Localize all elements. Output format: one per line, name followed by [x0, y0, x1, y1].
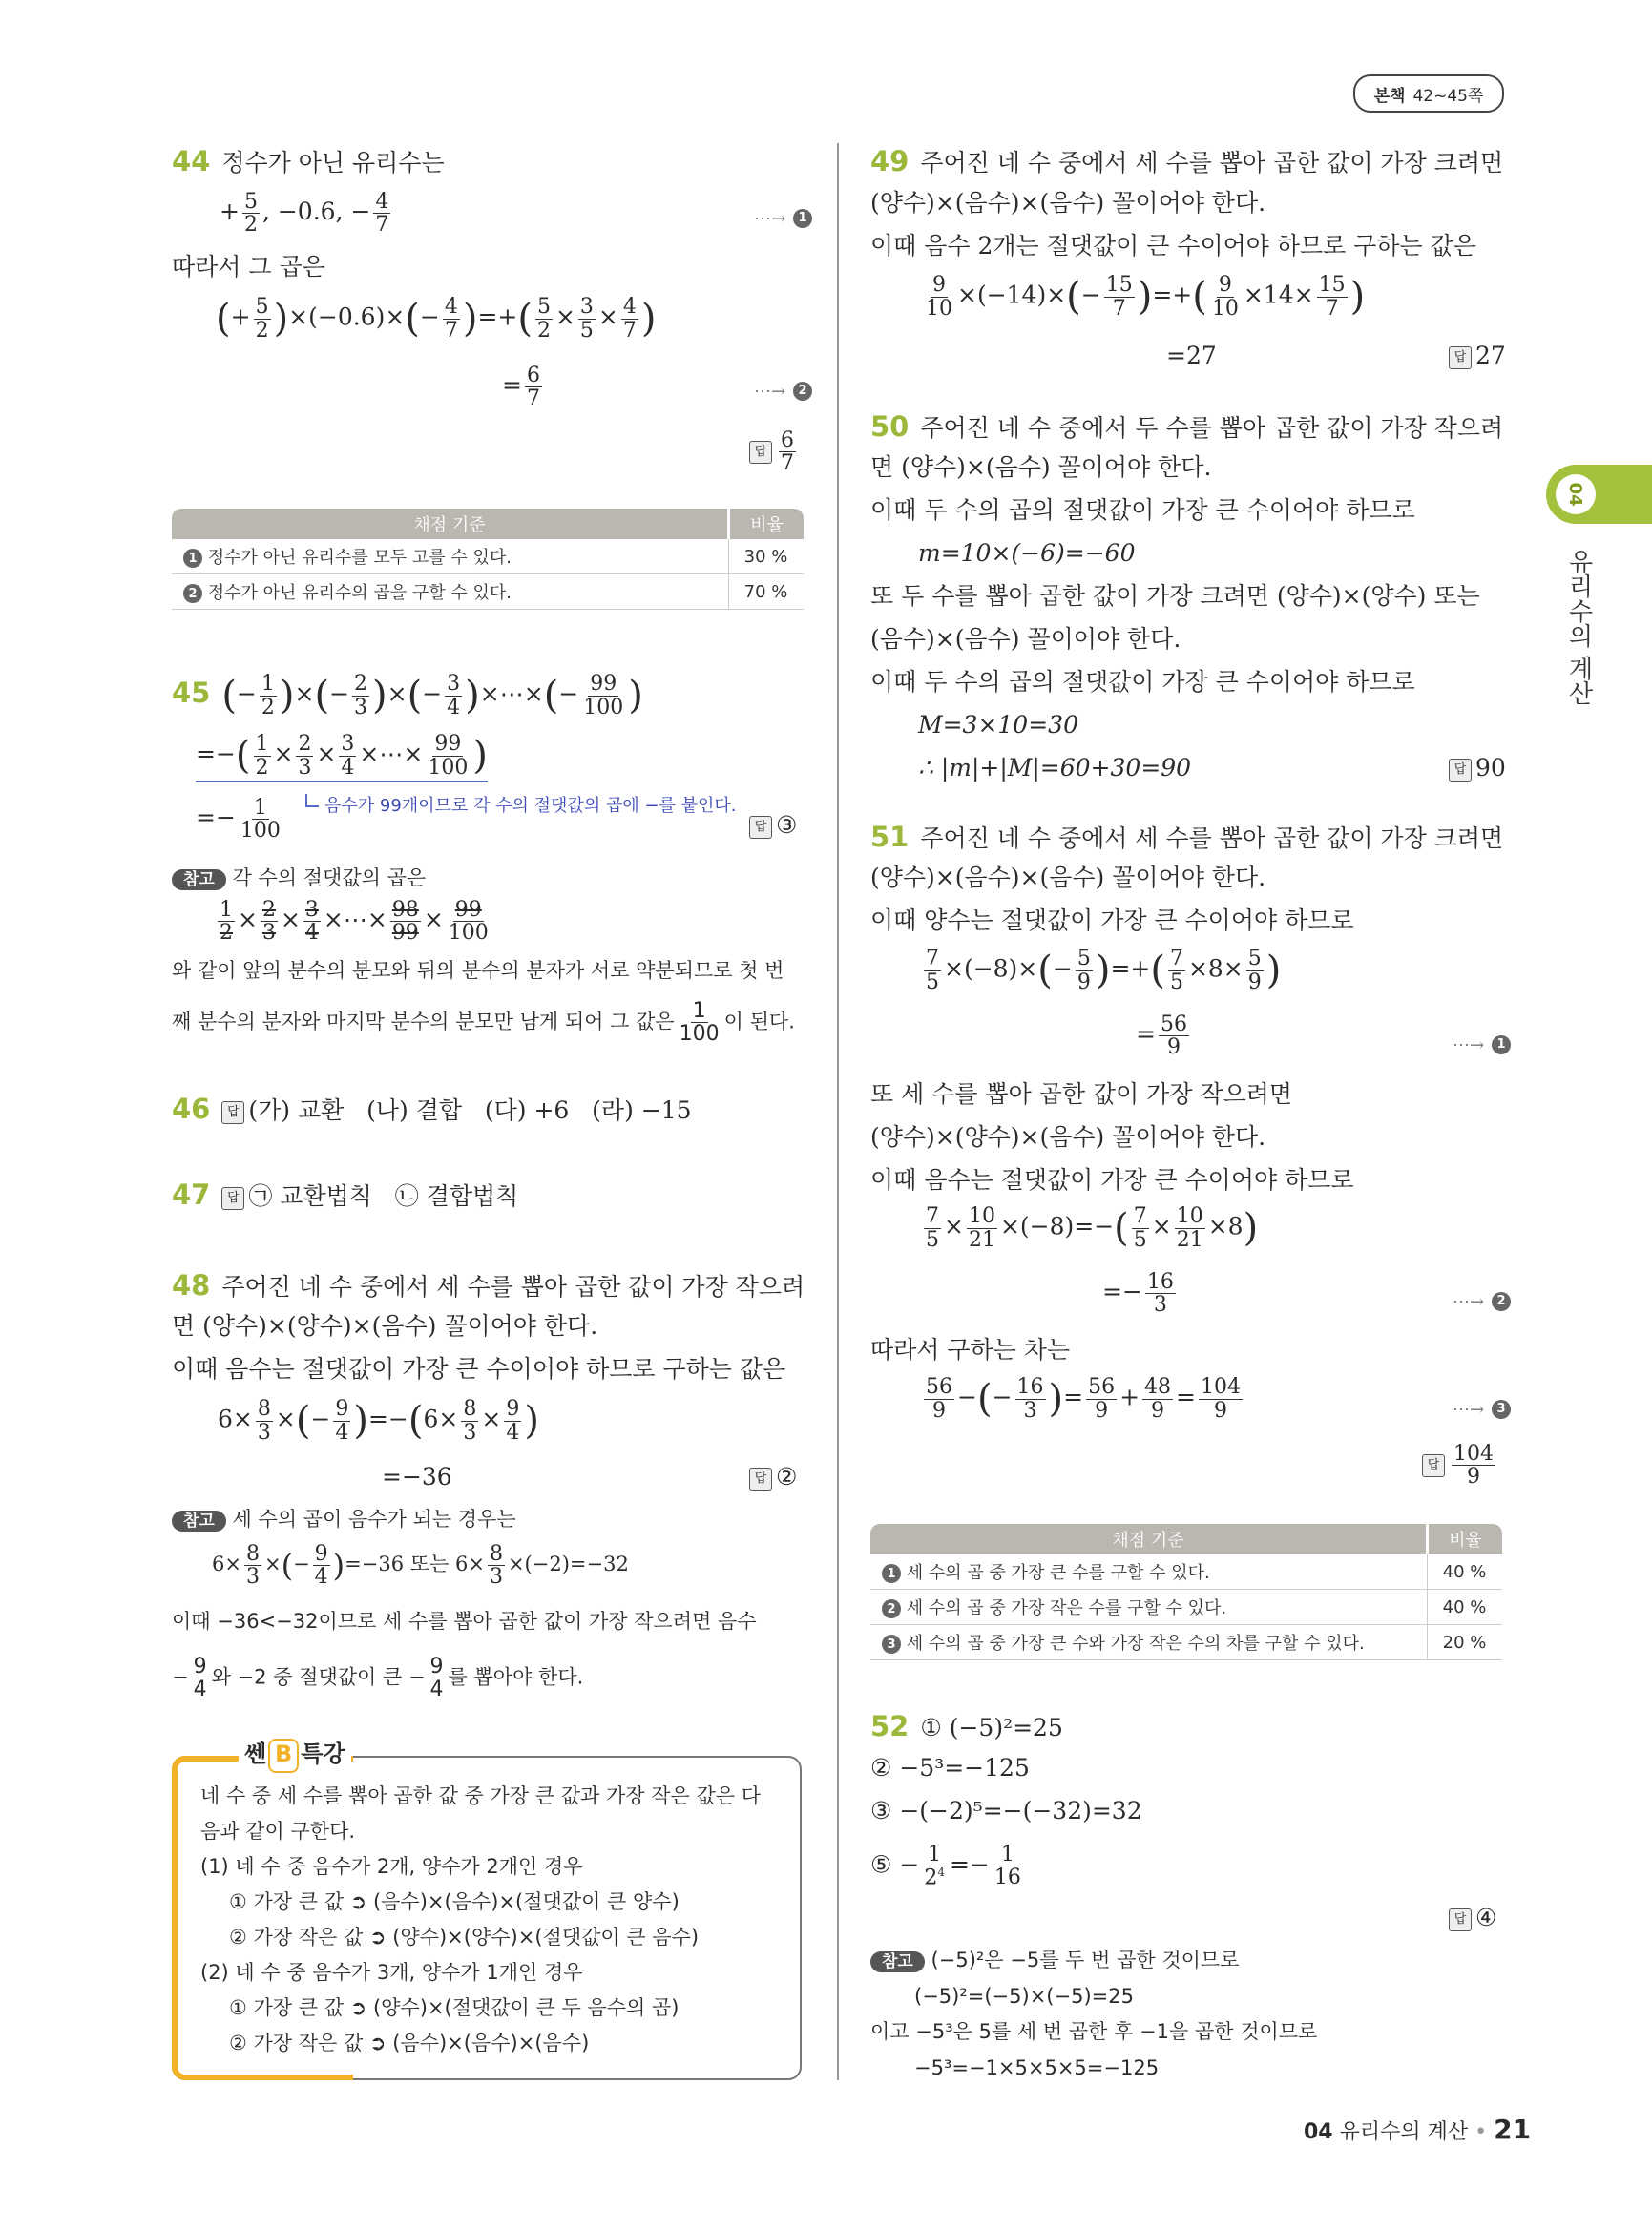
- problem-44-line1: 44 정수가 아닌 유리수는: [172, 145, 445, 177]
- problem-45-ref-line2: 와 같이 앞의 분수의 분모와 뒤의 분수의 분자가 서로 약분되므로 첫 번: [172, 959, 784, 982]
- answer-icon: 답: [221, 1187, 244, 1210]
- problem-46: 46 답 (가) 교환 (나) 결합 (다) +6 (라) −15: [172, 1093, 692, 1125]
- problem-48-result: =−36: [382, 1463, 452, 1491]
- step-marker-1: ⋯→ 1: [1453, 1029, 1511, 1057]
- grading-table-51: 채점 기준 비율 1 세 수의 곱 중 가장 큰 수를 구할 수 있다. 40 % 2 세 수의 곱 중 가장 작은 수를 구할 수 있다. 40 % 3 세 수의 곱 중 가장 큰 수와 가장 작은 수의 차를 구할 수 있다. 20 %: [870, 1524, 1502, 1660]
- step-marker-2: ⋯→ 2: [754, 375, 812, 404]
- problem-51-eq3: $\frac{56}{9}$ −(− $\frac{16}{3}$ )= $\frac{56}{9}$ + $\frac{48}{9}$ = $\frac{104}{9}$: [926, 1375, 1241, 1423]
- problem-50-line6: (음수)×(음수) 꼴이어야 한다.: [870, 625, 1181, 653]
- problem-50-line2: 면 (양수)×(음수) 꼴이어야 한다.: [870, 453, 1212, 481]
- problem-48-ref-line2: 이때 −36<−32이므로 세 수를 뽑아 곱한 값이 가장 작으려면 음수: [172, 1610, 757, 1633]
- grading-table-44: 채점 기준 비율 1 정수가 아닌 유리수를 모두 고를 수 있다. 30 % 2 정수가 아닌 유리수의 곱을 구할 수 있다. 70 %: [172, 509, 804, 610]
- problem-50-line8: M=3×10=30: [918, 711, 1078, 739]
- problem-49-equation: $\frac{9}{10}$ ×(−14)×(− $\frac{15}{7}$ )=+( $\frac{9}{10}$ ×14× $\frac{15}{7}$ ): [926, 273, 1366, 321]
- answer-icon: 답: [221, 1101, 244, 1124]
- problem-51-eq2: $\frac{7}{5}$ × $\frac{10}{21}$ ×(−8)=−( $\frac{7}{5}$ × $\frac{10}{21}$ ×8): [926, 1204, 1259, 1252]
- problem-45-ref: 참고 각 수의 절댓값의 곱은: [172, 866, 426, 890]
- problem-45-step2: =−( $\frac{1}{2}$ × $\frac{2}{3}$ × $\frac{3}{4}$ ×⋯× $\frac{99}{100}$ ): [196, 733, 488, 782]
- problem-49-answer: 답 27: [1449, 342, 1506, 370]
- problem-51-line6: 이때 음수는 절댓값이 가장 큰 수이어야 하므로: [870, 1166, 1354, 1194]
- problem-51-eq1: $\frac{7}{5}$ ×(−8)×(− $\frac{5}{9}$ )=+( $\frac{7}{5}$ ×8× $\frac{5}{9}$ ): [926, 947, 1282, 994]
- problem-48-line1: 48 주어진 네 수 중에서 세 수를 뽑아 곱한 값이 가장 작으려: [172, 1269, 805, 1302]
- page-footer: 04 유리수의 계산 • 21: [1304, 2114, 1532, 2145]
- table-row: 3 세 수의 곱 중 가장 큰 수와 가장 작은 수의 차를 구할 수 있다. 20 %: [870, 1625, 1502, 1660]
- step-marker-3: ⋯→ 3: [1453, 1393, 1511, 1422]
- problem-52-line2: ② −5³=−125: [870, 1754, 1030, 1782]
- special-line: ① 가장 큰 값 ➲ (음수)×(음수)×(절댓값이 큰 양수): [229, 1890, 680, 1913]
- special-line: ① 가장 큰 값 ➲ (양수)×(절댓값이 큰 두 음수의 곱): [229, 1996, 680, 2019]
- problem-48-line3: 이때 음수는 절댓값이 가장 큰 수이어야 하므로 구하는 값은: [172, 1355, 786, 1383]
- problem-52-ref-line4: −5³=−1×5×5×5=−125: [914, 2056, 1160, 2079]
- problem-48-ref: 참고 세 수의 곱이 음수가 되는 경우는: [172, 1508, 516, 1532]
- special-line: ② 가장 작은 값 ➲ (양수)×(양수)×(절댓값이 큰 음수): [229, 1926, 700, 1949]
- problem-48-answer: 답 ②: [749, 1463, 797, 1491]
- problem-number: 44: [172, 145, 211, 177]
- problem-51-line5: (양수)×(양수)×(음수) 꼴이어야 한다.: [870, 1123, 1266, 1151]
- page-range-badge: [1353, 74, 1504, 113]
- special-lecture-box: [172, 1741, 802, 2080]
- problem-50-line3: 이때 두 수의 곱의 절댓값이 가장 큰 수이어야 하므로: [870, 496, 1415, 524]
- problem-52-answer: 답 ④: [1449, 1904, 1496, 1932]
- problem-48-line2: 면 (양수)×(양수)×(음수) 꼴이어야 한다.: [172, 1312, 598, 1340]
- problem-45-ref-eq: $\frac{1}{2}$ × $\frac{2}{3}$ × $\frac{3}{4}$ ×⋯× $\frac{98}{99}$ × $\frac{99}{100}$: [220, 898, 489, 946]
- problem-44-result: = $\frac{6}{7}$: [502, 364, 540, 411]
- problem-52-line4: ⑤ − $\frac{1}{2^4}$ =− $\frac{1}{16}$: [870, 1843, 1021, 1890]
- page-number: 21: [1494, 2114, 1532, 2145]
- problem-52-ref-line2: (−5)²=(−5)×(−5)=25: [914, 1985, 1134, 2008]
- problem-45-equation: 45 (− $\frac{1}{2}$ )×(− $\frac{2}{3}$ )×(− $\frac{3}{4}$ )×⋯×(− $\frac{99}{100}$ ): [172, 672, 643, 719]
- special-line: 네 수 중 세 수를 뽑아 곱한 값 중 가장 큰 값과 가장 작은 값은 다: [200, 1784, 761, 1807]
- problem-47: 47 답 ㉠ 교환법칙 ㉡ 결합법칙: [172, 1178, 519, 1211]
- step-marker-2: ⋯→ 2: [1453, 1285, 1511, 1314]
- problem-50-line9: ∴ |m|+|M|=60+30=90: [918, 754, 1192, 782]
- problem-50-answer: 답 90: [1449, 754, 1506, 782]
- problem-44-answer: 답 $\frac{6}{7}$: [749, 429, 799, 474]
- problem-45-result: =− $\frac{1}{100}$: [196, 796, 281, 844]
- answer-icon: 답: [1449, 1908, 1472, 1931]
- book-label: 본책: [1373, 86, 1406, 106]
- answer-icon: 답: [749, 816, 772, 839]
- problem-51-line2: (양수)×(음수)×(음수) 꼴이어야 한다.: [870, 864, 1266, 891]
- problem-51-line4: 또 세 수를 뽑아 곱한 값이 가장 작으려면: [870, 1080, 1293, 1108]
- problem-49-line1: 49 주어진 네 수 중에서 세 수를 뽑아 곱한 값이 가장 크려면: [870, 145, 1504, 177]
- chapter-tab-number: 04: [1556, 474, 1596, 514]
- problem-51-line7: 따라서 구하는 차는: [870, 1336, 1071, 1364]
- problem-51-line3: 이때 양수는 절댓값이 가장 큰 수이어야 하므로: [870, 907, 1354, 934]
- special-lecture-title: 쎈 B 특강: [239, 1735, 351, 1773]
- problem-45-ref-line3: 째 분수의 분자와 마지막 분수의 분모만 남게 되어 그 값은 $\frac{1}{100}$ 이 된다.: [172, 999, 795, 1047]
- problem-44-line2: 따라서 그 곱은: [172, 253, 325, 281]
- problem-51-line1: 51 주어진 네 수 중에서 세 수를 뽑아 곱한 값이 가장 크려면: [870, 821, 1504, 853]
- problem-45-note: 음수가 99개이므로 각 수의 절댓값의 곱에 −를 붙인다.: [305, 794, 737, 817]
- special-line: ② 가장 작은 값 ➲ (음수)×(음수)×(음수): [229, 2032, 590, 2054]
- special-line: (1) 네 수 중 음수가 2개, 양수가 2개인 경우: [200, 1855, 583, 1878]
- problem-52-ref: 참고 (−5)²은 −5를 두 번 곱한 것이므로: [870, 1949, 1240, 1972]
- answer-icon: 답: [749, 1468, 772, 1491]
- problem-48-ref-eq: 6× $\frac{8}{3}$ ×(− $\frac{9}{4}$ )=−36 또는 6× $\frac{8}{3}$ ×(−2)=−32: [212, 1542, 629, 1590]
- problem-44-numbers: + $\frac{5}{2}$ , −0.6, − $\frac{4}{7}$: [220, 190, 389, 238]
- problem-51-eq2-result: =− $\frac{16}{3}$: [1102, 1270, 1174, 1318]
- chapter-tab: [1546, 465, 1652, 524]
- table-row: 2 세 수의 곱 중 가장 작은 수를 구할 수 있다. 40 %: [870, 1590, 1502, 1625]
- problem-49-line2: (양수)×(음수)×(음수) 꼴이어야 한다.: [870, 189, 1266, 217]
- answer-icon: 답: [1449, 759, 1472, 782]
- table-row: 2 정수가 아닌 유리수의 곱을 구할 수 있다. 70 %: [172, 574, 804, 610]
- special-line: 음과 같이 구한다.: [200, 1820, 356, 1843]
- answer-icon: 답: [1422, 1454, 1445, 1477]
- table-row: 1 세 수의 곱 중 가장 큰 수를 구할 수 있다. 40 %: [870, 1554, 1502, 1590]
- problem-50-line1: 50 주어진 네 수 중에서 두 수를 뽑아 곱한 값이 가장 작으려: [870, 410, 1504, 443]
- problem-50-line7: 이때 두 수의 곱의 절댓값이 가장 큰 수이어야 하므로: [870, 668, 1415, 696]
- problem-50-line5: 또 두 수를 뽑아 곱한 값이 가장 크려면 (양수)×(양수) 또는: [870, 582, 1480, 610]
- problem-51-eq1-result: = $\frac{56}{9}$: [1136, 1012, 1187, 1060]
- problem-52-line3: ③ −(−2)⁵=−(−32)=32: [870, 1797, 1142, 1824]
- answer-icon: 답: [1449, 346, 1472, 369]
- special-line: (2) 네 수 중 음수가 3개, 양수가 1개인 경우: [200, 1961, 583, 1984]
- problem-48-ref-line3: − $\frac{9}{4}$ 와 −2 중 절댓값이 큰 − $\frac{9}{4}$ 를 뽑아야 한다.: [172, 1655, 584, 1702]
- problem-49-line3: 이때 음수 2개는 절댓값이 큰 수이어야 하므로 구하는 값은: [870, 232, 1476, 260]
- problem-49-result: =27: [1166, 342, 1217, 369]
- table-row: 1 정수가 아닌 유리수를 모두 고를 수 있다. 30 %: [172, 539, 804, 574]
- step-marker-1: ⋯→ 1: [754, 202, 812, 231]
- problem-44-equation: (+ $\frac{5}{2}$ )×(−0.6)×(− $\frac{4}{7}$ )=+( $\frac{5}{2}$ × $\frac{3}{5}$ × $\frac{4}{7}$ ): [216, 295, 657, 343]
- problem-50-line4: m=10×(−6)=−60: [918, 539, 1136, 567]
- problem-51-answer: 답 $\frac{104}{9}$: [1422, 1443, 1498, 1488]
- problem-52-ref-line3: 이고 −5³은 5를 세 번 곱한 후 −1을 곱한 것이므로: [870, 2020, 1318, 2043]
- problem-52-line1: 52 ① (−5)²=25: [870, 1710, 1063, 1742]
- column-divider: [837, 143, 839, 2080]
- chapter-tab-title: 유리수의 계산: [1564, 549, 1593, 706]
- problem-48-equation: 6× $\frac{8}{3}$ ×(− $\frac{9}{4}$ )=−(6× $\frac{8}{3}$ × $\frac{9}{4}$ ): [218, 1397, 539, 1445]
- page-range: 42~45쪽: [1412, 86, 1484, 106]
- problem-45-answer: 답 ③: [749, 811, 797, 840]
- answer-icon: 답: [749, 441, 772, 464]
